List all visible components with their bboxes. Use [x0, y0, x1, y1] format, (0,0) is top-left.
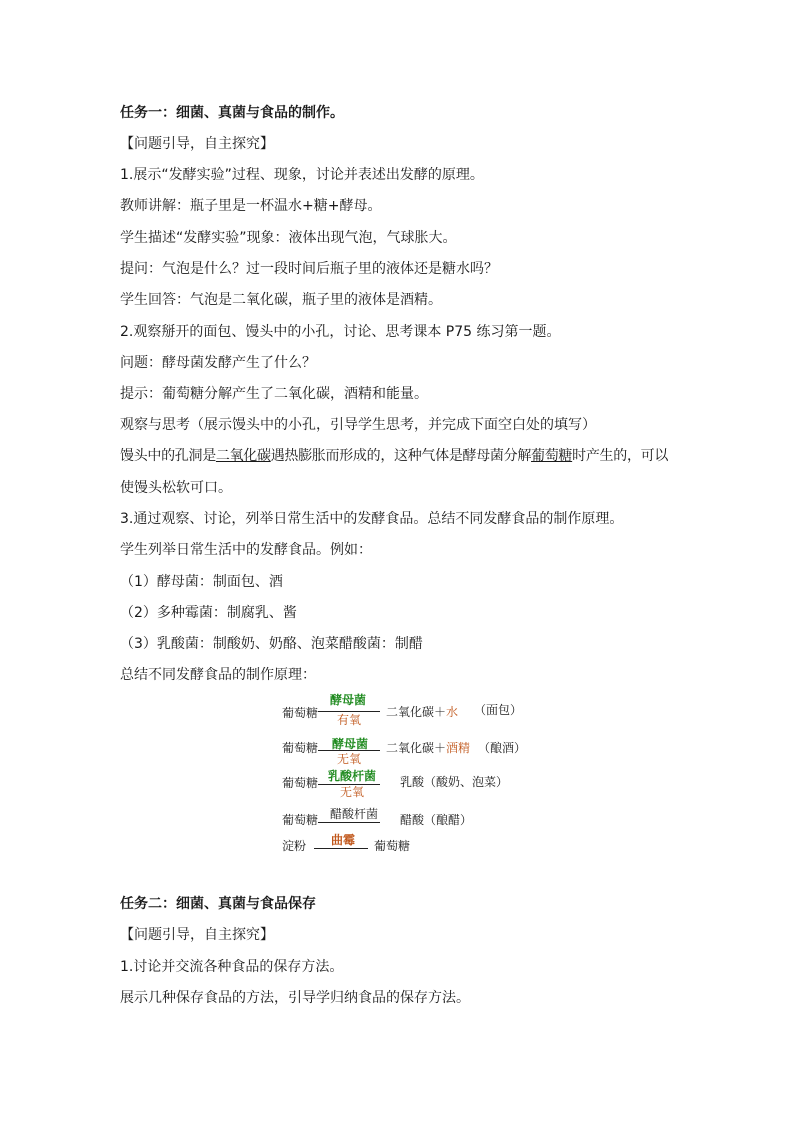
fill-blank-glucose: 葡萄糖: [531, 448, 573, 464]
task1-para-2: 教师讲解：瓶子里是一杯温水+糖+酵母。: [120, 198, 382, 214]
eq1-condition: 有氧: [337, 713, 362, 727]
fill-text-c: 遇热膨胀而形成的，这种气体是酵母菌分解: [270, 448, 532, 464]
task1-para-11: 使馒头松软可口。: [120, 480, 232, 496]
eq2-reactant: 葡萄糖: [282, 741, 319, 755]
task1-para-10: [120, 446, 668, 466]
eq5-reactant: 淀粉: [282, 839, 307, 853]
fill-blank-co2: 二氧化碳: [215, 448, 271, 464]
task1-para-5: 学生回答：气泡是二氧化碳，瓶子里的液体是酒精。: [120, 292, 442, 308]
task2-guide: 【问题引导，自主探究】: [120, 927, 274, 943]
eq1-reactant: 葡萄糖: [282, 706, 319, 720]
eq3-reactant: 葡萄糖: [282, 776, 319, 790]
task1-para-14: 总结不同发酵食品的制作原理：: [120, 667, 316, 683]
eq5-arrow-line: [314, 848, 368, 849]
eq1-product: 二氧化碳＋水: [386, 705, 459, 719]
task1-para-8: 提示：葡萄糖分解产生了二氧化碳，酒精和能量。: [120, 386, 428, 402]
eq3-catalyst: 乳酸杆菌: [328, 769, 377, 783]
list-item: （3）乳酸菌：制酸奶、奶酪、泡菜醋酸菌：制醋: [120, 636, 423, 652]
eq5-catalyst: 曲霉: [331, 833, 356, 847]
task2-para-2: 展示几种保存食品的方法，引导学归纳食品的保存方法。: [120, 990, 470, 1006]
eq2-catalyst: 酵母菌: [332, 737, 369, 751]
task2-para-1: 1.讨论并交流各种食品的保存方法。: [120, 959, 344, 975]
eq3-condition: 无氧: [340, 785, 365, 799]
eq1-product-highlight: 水: [446, 705, 459, 719]
eq2-product: 二氧化碳＋酒精: [386, 741, 471, 755]
eq4-arrow-line: [318, 822, 380, 823]
eq4-reactant: 葡萄糖: [282, 813, 319, 827]
eq5-product: 葡萄糖: [374, 839, 411, 853]
eq2-note: （酿酒）: [478, 741, 527, 755]
eq4-catalyst: 醋酸杆菌: [330, 807, 379, 821]
eq2-condition: 无氧: [337, 752, 362, 766]
task1-para-1: 1.展示“发酵实验”过程、现象，讨论并表述出发酵的原理。: [120, 167, 484, 183]
task1-para-6: 2.观察掰开的面包、馒头中的小孔，讨论、思考课本 P75 练习第一题。: [120, 324, 561, 340]
eq1-catalyst: 酵母菌: [330, 693, 367, 707]
task1-para-9: 观察与思考（展示馒头中的小孔，引导学生思考，并完成下面空白处的填写）: [120, 417, 596, 433]
task1-para-3: 学生描述“发酵实验”现象：液体出现气泡，气球胀大。: [120, 230, 457, 246]
fill-text-a: 馒头中的孔洞是: [120, 448, 216, 464]
task1-para-4: 提问：气泡是什么？过一段时间后瓶子里的液体还是糖水吗？: [120, 261, 498, 277]
eq1-note: （面包）: [474, 703, 523, 717]
eq4-product: 醋酸（酿醋）: [400, 813, 473, 827]
task1-para-7: 问题：酵母菌发酵产生了什么？: [120, 355, 316, 371]
task1-para-12: 3.通过观察、讨论，列举日常生活中的发酵食品。总结不同发酵食品的制作原理。: [120, 511, 624, 527]
eq2-product-highlight: 酒精: [446, 741, 471, 755]
fill-text-e: 时产生的，可以: [572, 448, 669, 464]
eq3-product: 乳酸（酸奶、泡菜）: [400, 775, 509, 789]
task1-guide: 【问题引导，自主探究】: [120, 136, 274, 152]
list-item: （2）多种霉菌：制腐乳、酱: [120, 605, 297, 621]
list-item: （1）酵母菌：制面包、酒: [120, 574, 283, 590]
task1-para-13: 学生列举日常生活中的发酵食品。例如：: [120, 542, 372, 558]
task2-title: 任务二：细菌、真菌与食品保存: [120, 896, 316, 912]
task1-title: 任务一：细菌、真菌与食品的制作。: [120, 105, 344, 121]
